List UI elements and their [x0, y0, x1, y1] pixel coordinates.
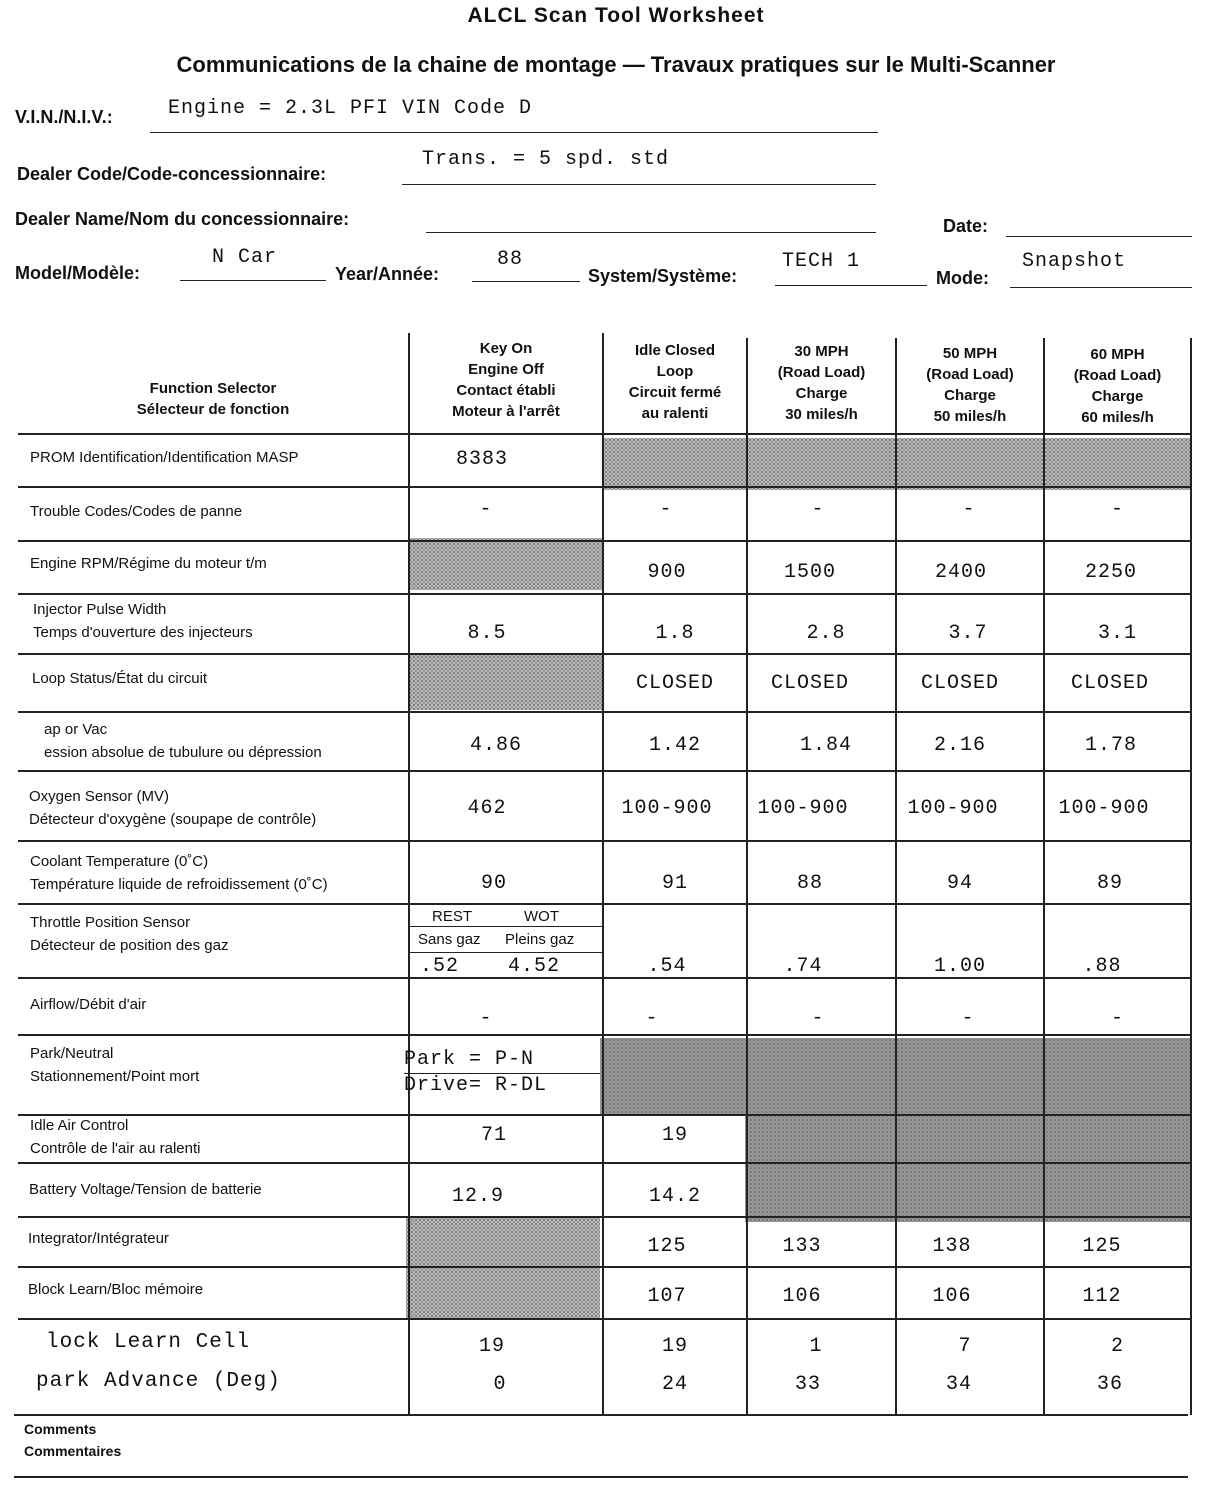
row-label-map: [44, 718, 322, 764]
header-line: (Road Load): [926, 366, 1014, 383]
cell-integrator-idle: 125: [647, 1235, 687, 1258]
worksheet-subtitle: Communications de la chaine de montage — Travaux pratiques sur le Multi-Scanner: [176, 52, 1056, 77]
cell-codes-50: -: [962, 498, 976, 521]
cell-oxygen-keyon: 462: [467, 797, 507, 820]
mode-line: [1010, 287, 1192, 288]
vin-label: V.I.N./N.I.V.:: [15, 107, 113, 127]
cell-rpm-50: 2400: [934, 561, 987, 584]
row-label-integrator: Integrator/Intégrateur: [28, 1230, 169, 1247]
row-line-0: [18, 433, 1192, 435]
year-label: Year/Année:: [335, 264, 440, 284]
mode-label: Mode:: [936, 268, 989, 288]
cell-map-30: 1.84: [799, 734, 852, 757]
header-line: 50 MPH: [942, 345, 998, 362]
header-line: Moteur à l'arrêt: [452, 403, 560, 420]
model-label: Model/Modèle:: [15, 263, 140, 283]
row-line-4: [18, 653, 1192, 655]
column-header-key-on: [410, 338, 602, 422]
label-line: Détecteur de position des gaz: [30, 937, 229, 954]
tps-wot-label: WOT: [524, 908, 559, 925]
row-label-oxygen: [29, 785, 316, 831]
cell-oxygen-30: 100-900: [757, 797, 849, 820]
label-line: ap or Vac: [44, 721, 108, 738]
label-line: Oxygen Sensor (MV): [29, 788, 170, 805]
label-line: Coolant Temperature (0˚C): [30, 853, 209, 870]
row-label-airflow: Airflow/Débit d'air: [30, 996, 147, 1013]
cell-loop-60: CLOSED: [1070, 672, 1149, 695]
header-line: au ralenti: [641, 405, 709, 422]
mode-value: Snapshot: [1022, 250, 1127, 273]
row-line-16: [14, 1414, 1188, 1416]
park-value: Park = P-N: [404, 1048, 535, 1071]
label-line: Contrôle de l'air au ralenti: [30, 1140, 201, 1157]
header-line: 30 MPH: [794, 343, 849, 360]
cell-block-idle: 107: [647, 1285, 687, 1308]
cell-tps-50: 1.00: [933, 955, 986, 978]
header-line: Circuit fermé: [628, 384, 722, 401]
cell-codes-idle: -: [659, 498, 673, 521]
vin-line: [150, 132, 878, 133]
tps-wot-value: 4.52: [508, 955, 561, 978]
row-label-block-learn-cell: lock Learn Cell: [46, 1331, 251, 1354]
header-line: 30 miles/h: [785, 406, 858, 423]
system-line: [775, 285, 927, 286]
cell-airflow-idle: -: [645, 1007, 659, 1030]
tps-sub-line-2: [408, 952, 602, 953]
row-label-tps: [30, 911, 228, 957]
cell-injector-idle: 1.8: [655, 622, 695, 645]
cell-airflow-60: -: [1110, 1007, 1124, 1030]
function-selector-header: [20, 378, 406, 420]
cell-integrator-50: 138: [932, 1235, 972, 1258]
row-line-15: [18, 1318, 1192, 1320]
cell-battery-idle: 14.2: [648, 1185, 701, 1208]
cell-battery-keyon: 12.9: [451, 1185, 504, 1208]
row-line-5: [18, 711, 1192, 713]
header-line: Engine Off: [468, 361, 544, 378]
label-line: Température liquide de refroidissement (0˚C): [30, 876, 328, 893]
cell-rpm-idle: 900: [647, 561, 687, 584]
header-line: Idle Closed: [634, 342, 716, 359]
shade-prom: [604, 438, 1192, 490]
label-line: Park/Neutral: [30, 1045, 114, 1062]
cell-blcell-idle: 19: [661, 1335, 688, 1358]
cell-injector-60: 3.1: [1097, 622, 1137, 645]
dealer-code-line: [402, 184, 876, 185]
cell-spark-30: 33: [794, 1373, 821, 1396]
date-line: [1006, 236, 1192, 237]
cell-rpm-60: 2250: [1084, 561, 1137, 584]
year-value: 88: [497, 248, 524, 271]
cell-map-60: 1.78: [1084, 734, 1137, 757]
row-label-coolant: [30, 850, 328, 896]
row-line-14: [18, 1266, 1192, 1268]
tps-rest-value: .52: [420, 955, 460, 978]
year-line: [472, 281, 580, 282]
date-label: Date:: [943, 216, 989, 236]
cell-injector-keyon: 8.5: [467, 622, 507, 645]
drive-value: Drive= R-DL: [404, 1074, 548, 1097]
dealer-code-label: Dealer Code/Code-concessionnaire:: [17, 164, 327, 184]
function-selector-fr: Sélecteur de fonction: [136, 401, 290, 418]
cell-coolant-keyon: 90: [480, 872, 507, 895]
row-line-6: [18, 770, 1192, 772]
tps-pleins-gaz-label: Pleins gaz: [505, 931, 575, 948]
cell-loop-50: CLOSED: [920, 672, 999, 695]
cell-airflow-keyon: -: [479, 1007, 493, 1030]
cell-injector-50: 3.7: [948, 622, 988, 645]
cell-airflow-50: -: [961, 1007, 975, 1030]
cell-tps-60: .88: [1082, 955, 1122, 978]
header-line: Charge: [944, 387, 996, 404]
header-line: Contact établi: [456, 382, 556, 399]
cell-block-30: 106: [782, 1285, 822, 1308]
row-label-loop: Loop Status/État du circuit: [32, 670, 208, 687]
model-value: N Car: [212, 246, 278, 269]
label-line: Détecteur d'oxygène (soupape de contrôle): [29, 811, 317, 828]
cell-coolant-60: 89: [1096, 872, 1123, 895]
function-selector-en: Function Selector: [149, 380, 277, 397]
cell-oxygen-60: 100-900: [1058, 797, 1150, 820]
dealer-name-label: Dealer Name/Nom du concessionnaire:: [15, 209, 350, 229]
cell-coolant-50: 94: [946, 872, 973, 895]
row-line-7: [18, 840, 1192, 842]
column-header-idle: [604, 340, 746, 424]
row-line-8: [18, 903, 1192, 905]
cell-codes-60: -: [1110, 498, 1124, 521]
system-label: System/Système:: [588, 266, 738, 286]
cell-codes-30: -: [811, 498, 825, 521]
cell-blcell-30: 1: [809, 1335, 823, 1358]
worksheet-title: ALCL Scan Tool Worksheet: [467, 4, 765, 27]
row-line-2: [18, 540, 1192, 542]
cell-tps-idle: .54: [647, 955, 687, 978]
row-label-park-neutral: [30, 1042, 199, 1088]
header-line: Key On: [479, 340, 533, 357]
col-line-6: [1190, 338, 1192, 1415]
cell-rpm-30: 1500: [783, 561, 836, 584]
comments-en: Comments: [24, 1421, 97, 1437]
header-line: Charge: [1091, 388, 1144, 405]
tps-sans-gaz-label: Sans gaz: [418, 931, 481, 948]
cell-codes-keyon: -: [479, 498, 493, 521]
cell-blcell-keyon: 19: [478, 1335, 505, 1358]
label-line: Idle Air Control: [30, 1117, 129, 1134]
label-line: Temps d'ouverture des injecteurs: [33, 624, 253, 641]
row-line-1: [18, 486, 1192, 488]
cell-coolant-30: 88: [796, 872, 823, 895]
header-line: 60 MPH: [1090, 346, 1145, 363]
cell-injector-30: 2.8: [806, 622, 846, 645]
row-label-prom: PROM Identification/Identification MASP: [30, 449, 299, 466]
dealer-name-line: [426, 232, 876, 233]
cell-spark-50: 34: [945, 1373, 972, 1396]
row-label-injector: [33, 598, 253, 644]
cell-coolant-idle: 91: [661, 872, 688, 895]
system-value: TECH 1: [782, 250, 861, 273]
header-line: Loop: [656, 363, 694, 380]
cell-block-50: 106: [932, 1285, 972, 1308]
row-line-12: [18, 1162, 1192, 1164]
tps-sub-line-1: [408, 926, 602, 927]
shade-rpm: [408, 538, 604, 590]
comments-fr: Commentaires: [24, 1443, 122, 1459]
label-line: Stationnement/Point mort: [30, 1068, 200, 1085]
row-label-block-learn: Block Learn/Bloc mémoire: [28, 1281, 204, 1298]
row-label-battery: Battery Voltage/Tension de batterie: [29, 1181, 262, 1198]
cell-prom-keyon: 8383: [455, 448, 508, 471]
row-line-13: [18, 1216, 1192, 1218]
model-line: [180, 280, 326, 281]
cell-spark-keyon: 0: [493, 1373, 507, 1396]
row-label-trouble-codes: Trouble Codes/Codes de panne: [30, 503, 243, 520]
header-line: (Road Load): [1073, 367, 1162, 384]
row-label-spark-advance: park Advance (Deg): [36, 1370, 281, 1393]
cell-blcell-50: 7: [958, 1335, 972, 1358]
row-label-iac: [30, 1114, 200, 1160]
row-line-10: [18, 1034, 1192, 1036]
shade-iac-battery: [745, 1114, 1192, 1222]
cell-integrator-60: 125: [1082, 1235, 1122, 1258]
label-line: Injector Pulse Width: [33, 601, 167, 618]
column-header-60mph: [1045, 344, 1190, 428]
cell-spark-60: 36: [1096, 1373, 1123, 1396]
cell-loop-30: CLOSED: [770, 672, 849, 695]
header-line: 60 miles/h: [1081, 409, 1154, 426]
row-line-3: [18, 593, 1192, 595]
cell-loop-idle: CLOSED: [635, 672, 714, 695]
header-line: Charge: [795, 385, 848, 402]
cell-block-60: 112: [1082, 1285, 1122, 1308]
cell-map-50: 2.16: [933, 734, 986, 757]
comments-line: [14, 1476, 1188, 1478]
tps-rest-label: REST: [432, 908, 473, 925]
cell-airflow-30: -: [811, 1007, 825, 1030]
cell-tps-30: .74: [783, 955, 823, 978]
dealer-code-value: Trans. = 5 spd. std: [422, 148, 670, 171]
header-line: (Road Load): [777, 364, 866, 381]
vin-value: Engine = 2.3L PFI VIN Code D: [168, 97, 533, 120]
cell-integrator-30: 133: [782, 1235, 822, 1258]
cell-map-keyon: 4.86: [469, 734, 522, 757]
cell-blcell-60: 2: [1110, 1335, 1124, 1358]
comments-label: [24, 1418, 121, 1462]
cell-iac-keyon: 71: [480, 1124, 507, 1147]
shade-integrator-block: [406, 1218, 600, 1318]
row-label-rpm: Engine RPM/Régime du moteur t/m: [30, 555, 267, 572]
shade-loop: [408, 655, 604, 710]
column-header-30mph: [748, 341, 895, 425]
header-line: 50 miles/h: [933, 408, 1007, 425]
label-line: ession absolue de tubulure ou dépression: [44, 744, 322, 761]
cell-map-idle: 1.42: [648, 734, 701, 757]
column-header-50mph: [897, 343, 1043, 427]
cell-iac-idle: 19: [661, 1124, 688, 1147]
cell-oxygen-idle: 100-900: [621, 797, 713, 820]
cell-oxygen-50: 100-900: [907, 797, 999, 820]
label-line: Throttle Position Sensor: [30, 914, 191, 931]
cell-spark-idle: 24: [661, 1373, 688, 1396]
